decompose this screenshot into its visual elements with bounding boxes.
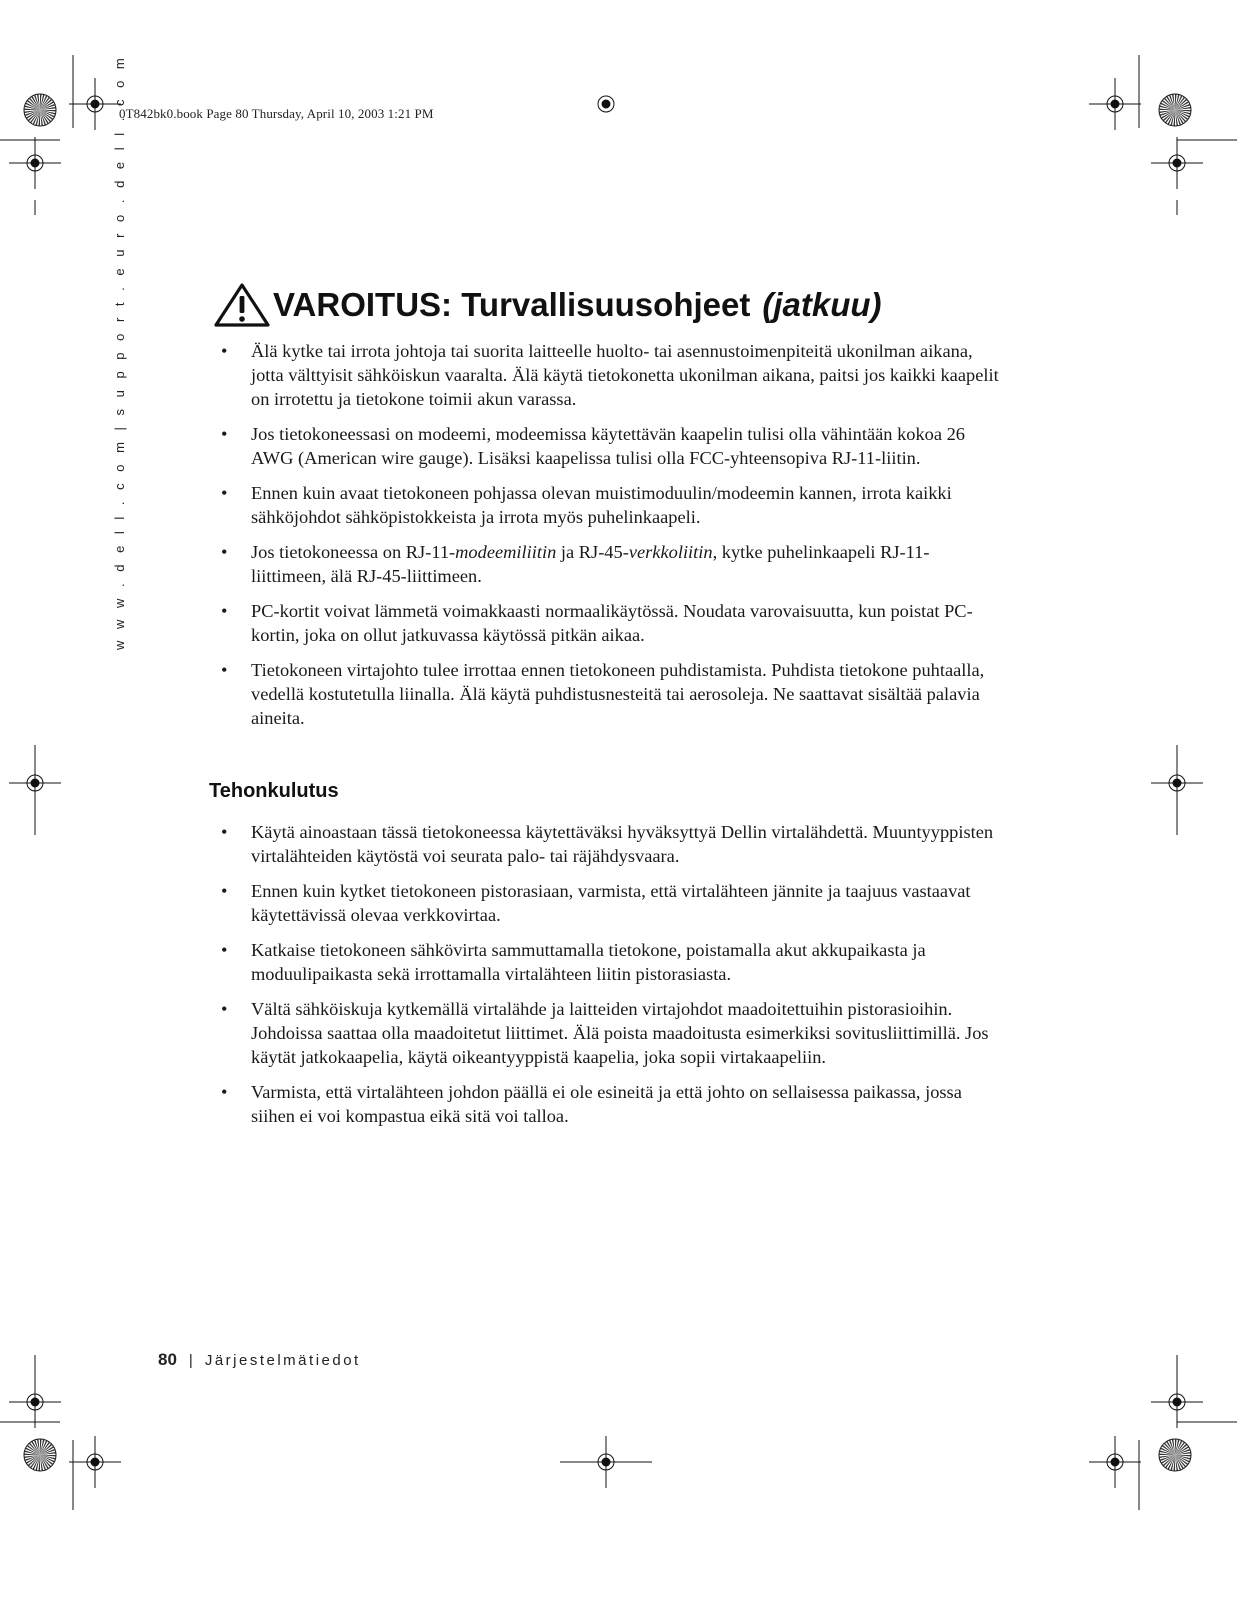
bullet-icon: • (221, 999, 228, 1019)
item-text: Tietokoneen virtajohto tulee irrottaa ennen tietokoneen puhdistamista. Puhdista tietokone puhtaalla, vedellä kostutetulla liinalla. Älä käytä puhdistusnesteitä tai aerosoleja. Ne saattavat sisältää palavia aineita. (251, 660, 985, 728)
item-text: Älä kytke tai irrota johtoja tai suorita laitteelle huolto- tai asennustoimenpiteitä ukonilman aikana, jotta välttyisit sähköiskun vaaralta. Älä käytä tietokonetta ukonilman aikana, paitsi jos kaikki kaapelit on irrotettu ja tietokone toimii akun varassa. (251, 341, 999, 409)
list-item (210, 938, 1000, 986)
item-text: Ennen kuin avaat tietokoneen pohjassa olevan muistimoduulin/modeemin kannen, irrota kaikki sähköjohdot sähköpistokkeista ja irrota myös puhelinkaapeli. (251, 483, 952, 527)
list-item (210, 1080, 1000, 1128)
power-list (210, 820, 1000, 1139)
bullet-icon: • (221, 660, 228, 680)
item-text: Ennen kuin kytket tietokoneen pistorasiaan, varmista, että virtalähteen jännite ja taajuus vastaavat käytettävissä olevaa verkkovirtaa. (251, 881, 971, 925)
heading-title: VAROITUS: Turvallisuusohjeet (273, 286, 751, 323)
item-text: , kytke puhelinkaapeli RJ-11-liittimeen, älä RJ-45-liittimeen. (251, 542, 930, 586)
page-number: 80 (158, 1350, 177, 1369)
bullet-icon: • (221, 542, 228, 562)
item-text: ja RJ-45- (556, 542, 629, 562)
bullet-icon: • (221, 341, 228, 361)
item-text: Jos tietokoneessa on RJ-11- (251, 542, 456, 562)
list-item (210, 599, 1000, 647)
chapter-title: Järjestelmätiedot (204, 1352, 361, 1369)
bullet-icon: • (221, 601, 228, 621)
bullet-icon: • (221, 1082, 228, 1102)
footer-separator: | (188, 1352, 193, 1369)
list-item (210, 820, 1000, 868)
print-header: 0T842bk0.book Page 80 Thursday, April 10, 2003 1:21 PM (119, 106, 434, 121)
item-text: Vältä sähköiskuja kytkemällä virtalähde ja laitteiden virtajohdot maadoitettuihin pistorasioihin. Johdoissa saattaa olla maadoitetut liittimet. Älä poista maadoitusta esimerkiksi sovitusliittimillä. Jos käytät jatkokaapelia, käytä oikeantyyppistä kaapelia, joka sopii virtakaapeliin. (251, 999, 989, 1067)
warning-triangle-icon (213, 282, 271, 328)
item-text: Varmista, että virtalähteen johdon päällä ei ole esineitä ja että johto on sellaisessa paikassa, jossa siihen ei voi kompastua eikä sitä voi talloa. (251, 1082, 962, 1126)
list-item (210, 481, 1000, 529)
bullet-icon: • (221, 424, 228, 444)
section-heading: Tehonkulutus (209, 780, 339, 802)
bullet-icon: • (221, 822, 228, 842)
side-url: w w w . d e l l . c o m | s u p p o r t . e u r o . d e l l . c o m (112, 54, 127, 650)
list-item (210, 997, 1000, 1069)
list-item (210, 540, 1000, 588)
bullet-icon: • (221, 940, 228, 960)
list-item (210, 879, 1000, 927)
item-text: Käytä ainoastaan tässä tietokoneessa käytettäväksi hyväksyttyä Dellin virtalähdettä. Muuntyyppisten virtalähteiden käytöstä voi seurata palo- tai räjähdysvaara. (251, 822, 994, 866)
page-heading (213, 282, 882, 328)
list-item (210, 658, 1000, 730)
heading-continued: (jatkuu) (762, 286, 882, 323)
item-text: Katkaise tietokoneen sähkövirta sammuttamalla tietokone, poistamalla akut akkupaikasta ja moduulipaikasta sekä irrottamalla virtalähteen liitin pistorasiasta. (251, 940, 926, 984)
item-text: modeemiliitin (455, 542, 557, 562)
item-text: verkkoliitin (628, 542, 713, 562)
item-text: Jos tietokoneessasi on modeemi, modeemissa käytettävän kaapelin tulisi olla vähintään kokoa 26 AWG (American wire gauge). Lisäksi kaapelissa tulisi olla FCC-yhteensopiva RJ-11-liitin. (251, 424, 966, 468)
list-item (210, 422, 1000, 470)
page-footer (158, 1350, 361, 1370)
safety-list (210, 339, 1000, 741)
bullet-icon: • (221, 483, 228, 503)
bullet-icon: • (221, 881, 228, 901)
list-item (210, 339, 1000, 411)
item-text: PC-kortit voivat lämmetä voimakkaasti normaalikäytössä. Noudata varovaisuutta, kun poistat PC-kortin, joka on ollut jatkuvassa käytössä pitkän aikaa. (251, 601, 973, 645)
